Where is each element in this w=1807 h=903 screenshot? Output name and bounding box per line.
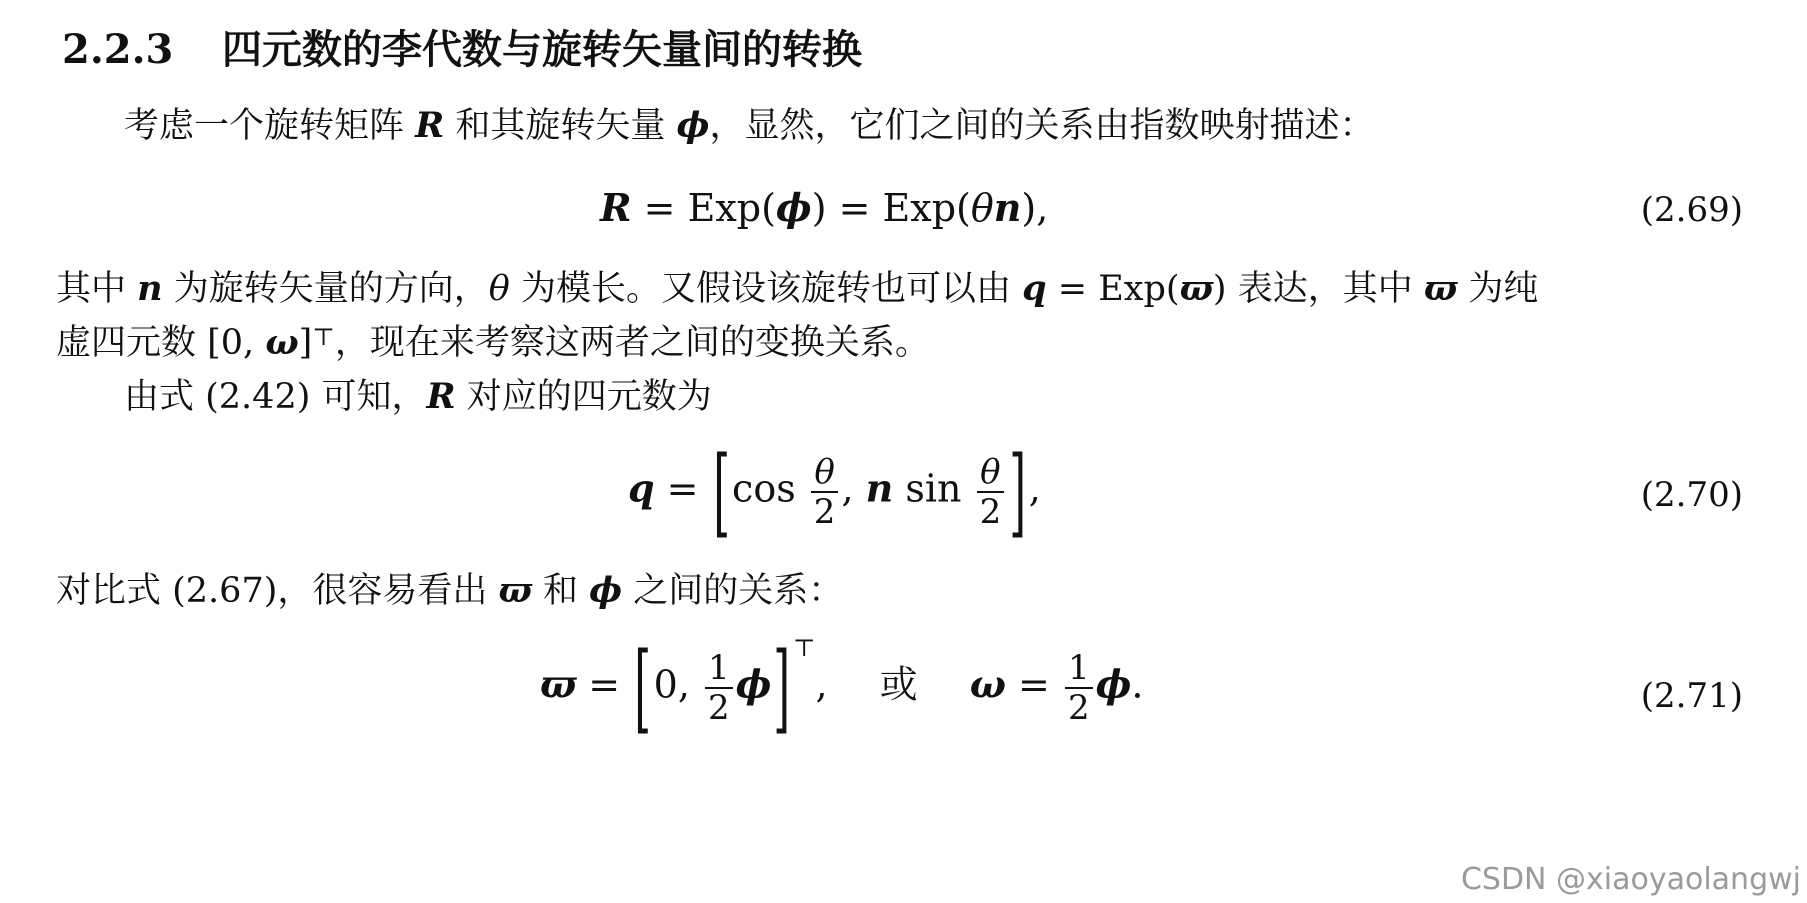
text: 为旋转矢量的方向， [173, 269, 489, 309]
text: ，显然，它们之间的关系由指数映射描述： [709, 106, 1375, 146]
math-phi: ϕ [1095, 661, 1132, 707]
text: . [1131, 662, 1144, 707]
text: ), [1021, 186, 1049, 230]
text: cos [732, 466, 796, 511]
text: = [654, 466, 711, 511]
text: 对比式 (2.67)，很容易看出 [56, 571, 488, 611]
math-theta: θ [488, 269, 510, 309]
equation-number: (2.71) [1640, 676, 1743, 716]
math-R: R [600, 185, 632, 230]
math-theta: θ [970, 186, 994, 230]
denominator: 2 [1067, 688, 1090, 728]
right-bracket: ] [1009, 436, 1027, 548]
math-omega: ω [969, 661, 1006, 707]
right-bracket: ] [773, 632, 791, 744]
math-q: q [628, 465, 655, 511]
text: , [815, 662, 828, 707]
math-phi: ϕ [589, 570, 623, 611]
text: 虚四元数 [0, [56, 323, 266, 363]
equation-number: (2.69) [1640, 190, 1743, 230]
math-varpi: ϖ [1179, 268, 1213, 309]
text: = [576, 662, 633, 707]
text: ) [1212, 269, 1227, 309]
equation-2-70 [628, 436, 1041, 548]
text: 0, [653, 662, 690, 707]
math-q: q [1022, 268, 1047, 309]
math-phi: ϕ [676, 105, 710, 146]
left-bracket: [ [634, 632, 652, 744]
text: 对应的四元数为 [466, 377, 712, 417]
text: , [841, 466, 854, 511]
fraction [705, 649, 733, 727]
text: 或 [879, 662, 918, 707]
section-title: 四元数的李代数与旋转矢量间的转换 [222, 26, 862, 73]
text: 和 [542, 571, 578, 611]
fraction [1065, 649, 1093, 727]
text: ) = Exp( [811, 186, 971, 230]
math-omega: ω [265, 322, 299, 363]
text: 和其旋转矢量 [455, 106, 666, 146]
paragraph-1 [124, 105, 1375, 147]
paragraph-2-line-2 [56, 322, 930, 364]
text: = [1005, 662, 1062, 707]
text: = Exp( [631, 186, 776, 230]
math-varpi: ϖ [540, 661, 577, 707]
text: ] [298, 323, 313, 363]
paragraph-3 [124, 376, 712, 418]
math-varpi: ϖ [1423, 268, 1458, 309]
numerator: θ [814, 452, 835, 492]
text: 为模长。又假设该旋转也可以由 [520, 269, 1011, 309]
paragraph-2-line-1 [56, 268, 1538, 310]
numerator: 1 [1067, 648, 1090, 688]
text: 由式 (2.42) 可知， [124, 377, 427, 417]
math-R: R [426, 376, 456, 417]
equation-2-69 [600, 185, 1048, 230]
math-n: n [993, 185, 1022, 230]
equation-number: (2.70) [1640, 475, 1743, 515]
numerator: 1 [708, 648, 730, 688]
text: = Exp( [1046, 269, 1180, 309]
denominator: 2 [979, 492, 1002, 532]
text: ，现在来考察这两者之间的变换关系。 [334, 323, 930, 363]
watermark: CSDN @xiaoyaolangwj [1460, 862, 1801, 897]
text: sin [905, 466, 962, 511]
math-n: n [865, 465, 894, 511]
math-phi: ϕ [775, 185, 812, 230]
numerator: θ [980, 452, 1001, 492]
left-bracket: [ [712, 436, 730, 548]
text: 表达，其中 [1237, 269, 1413, 309]
denominator: 2 [708, 688, 730, 728]
math-phi: ϕ [735, 661, 772, 707]
transpose-symbol: ⊤ [312, 323, 335, 351]
math-varpi: ϖ [498, 570, 532, 611]
text: , [1028, 466, 1041, 511]
paragraph-4 [56, 570, 843, 612]
section-heading [62, 18, 862, 75]
denominator: 2 [813, 492, 836, 532]
section-number: 2.2.3 [62, 26, 174, 73]
transpose-symbol: ⊤ [792, 634, 816, 662]
equation-2-71 [540, 632, 1144, 744]
fraction [977, 453, 1005, 531]
math-R: R [415, 105, 445, 146]
text: 考虑一个旋转矩阵 [124, 106, 405, 146]
text: 之间的关系： [633, 571, 844, 611]
fraction [811, 453, 839, 531]
text: 为纯 [1468, 269, 1539, 309]
text: 其中 [56, 269, 127, 309]
math-n: n [137, 268, 163, 309]
